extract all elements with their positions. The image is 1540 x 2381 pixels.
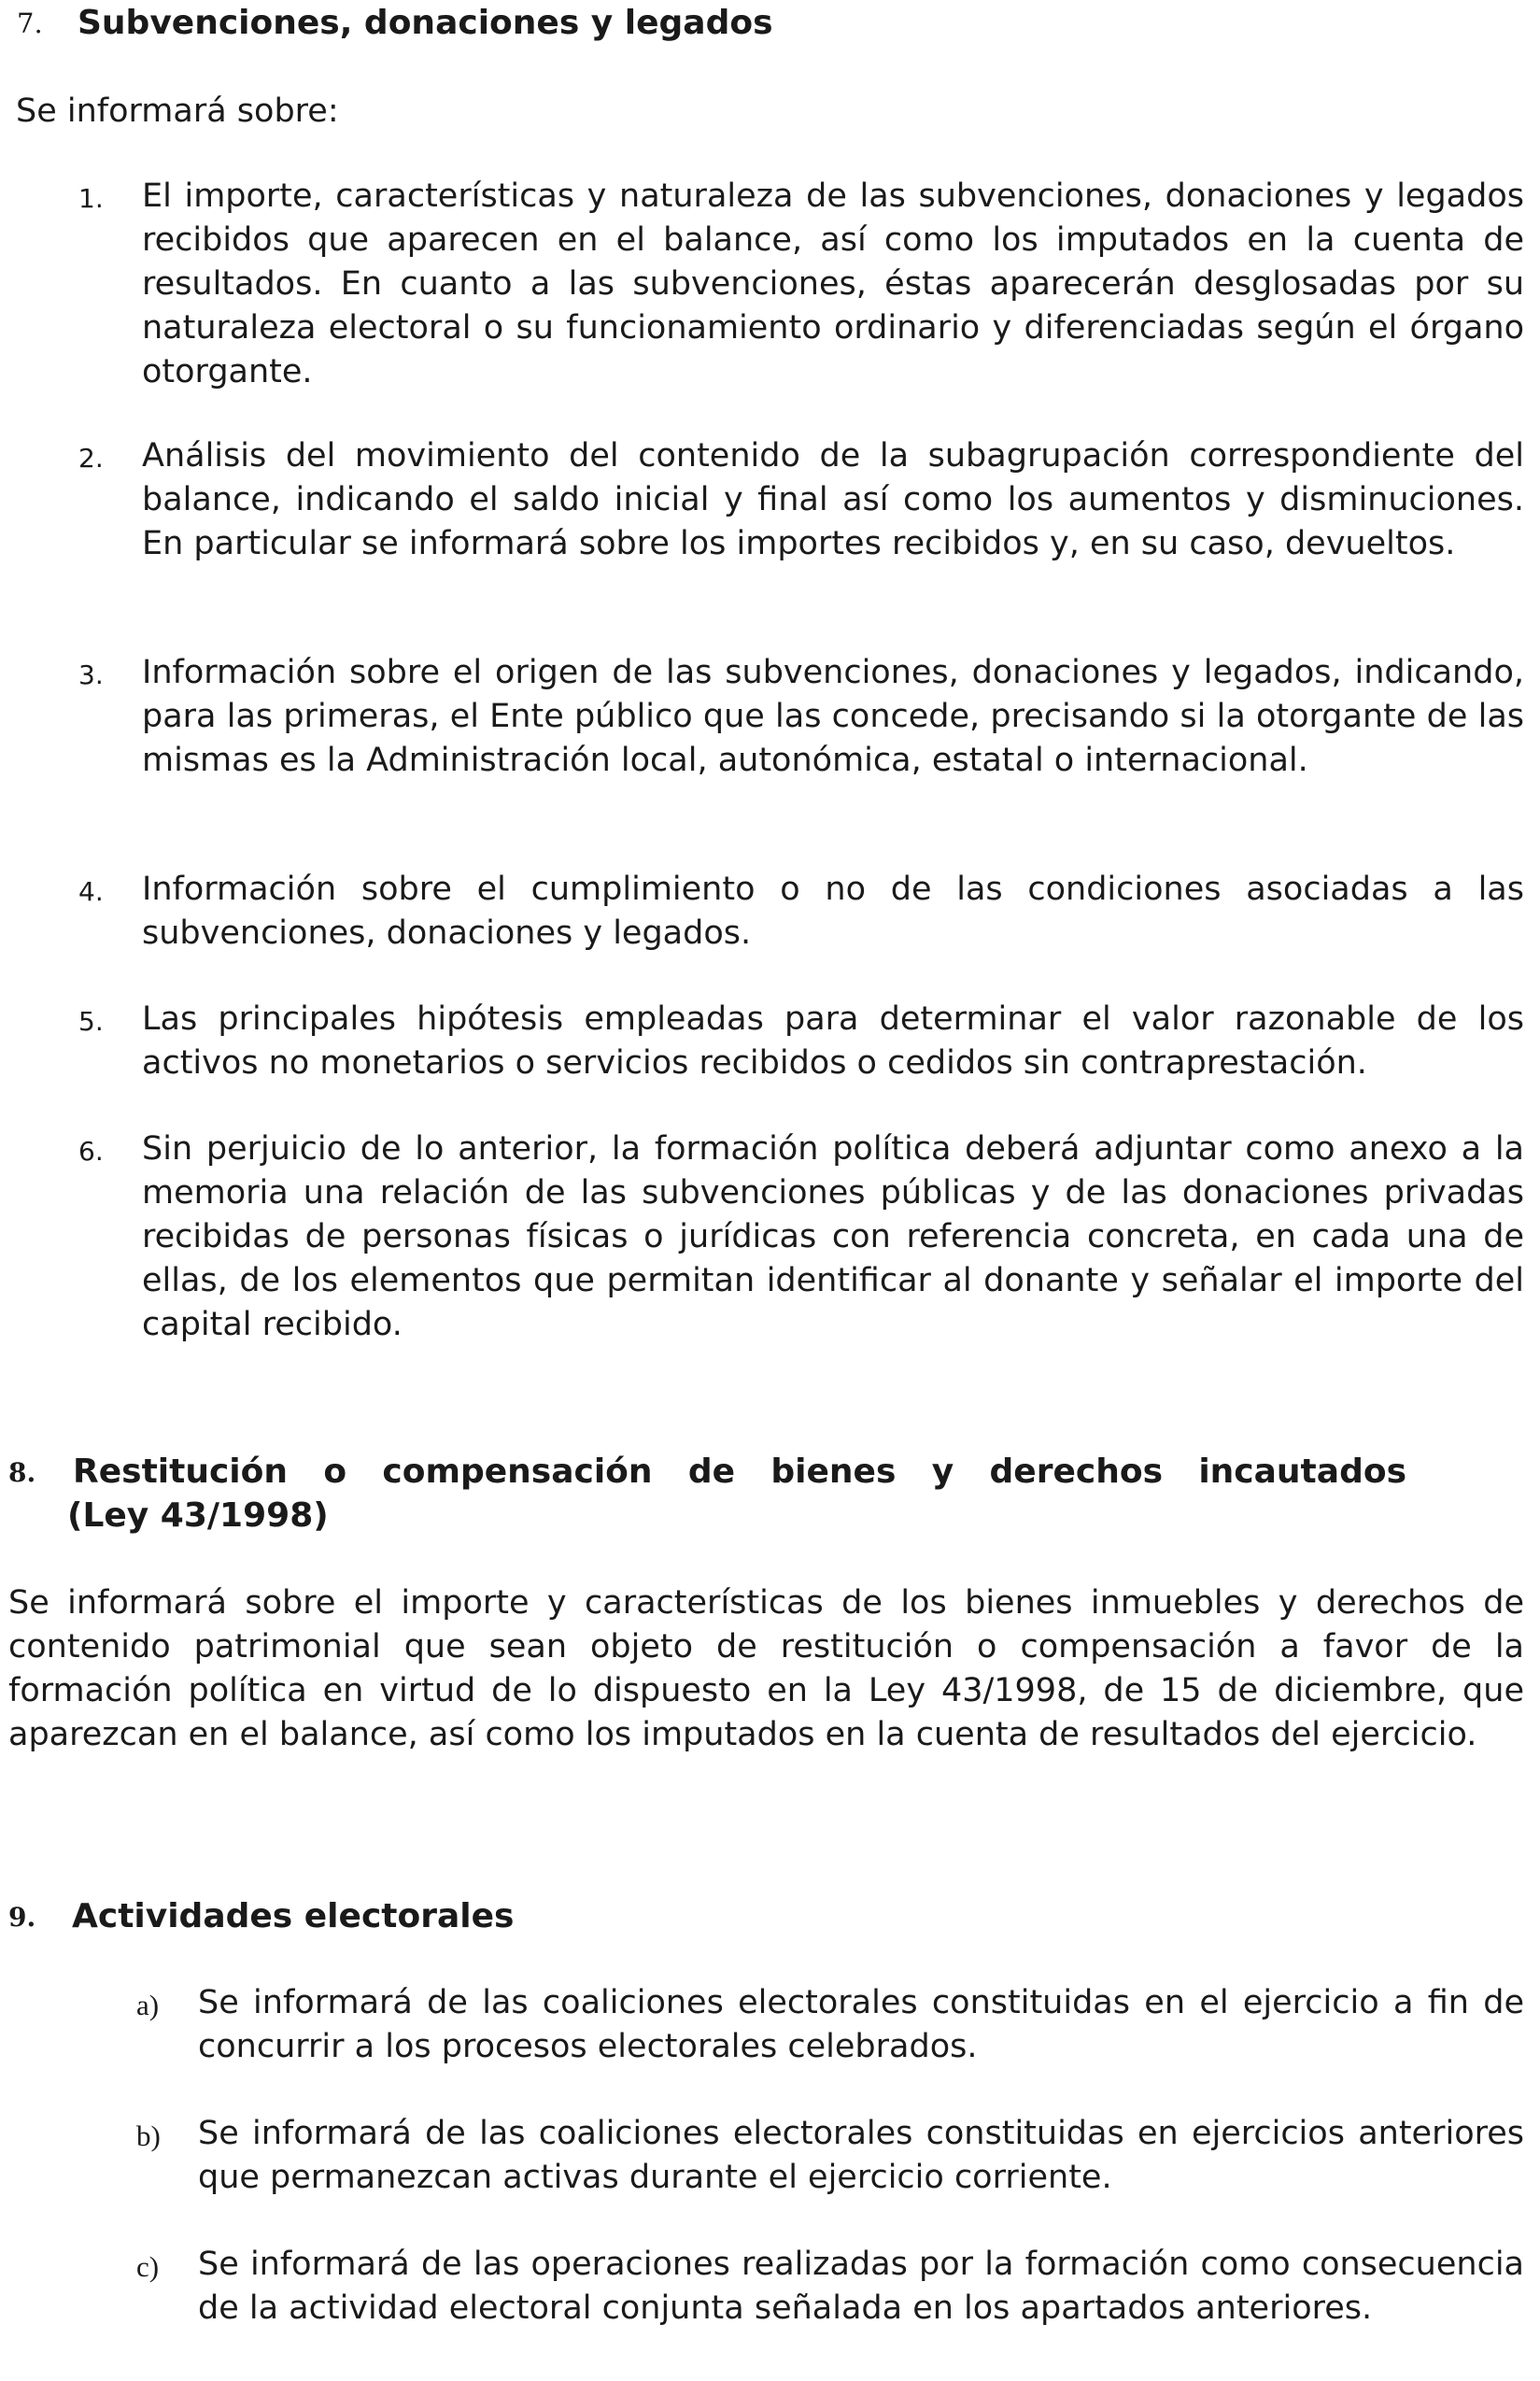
section-8-title-line1: Restitución o compensación de bienes y derechos incautados: [73, 1453, 1406, 1491]
item-7-6-number: 6.: [78, 1136, 104, 1167]
section-8-title-line2: (Ley 43/1998): [67, 1496, 329, 1535]
item-7-4-text: Información sobre el cumplimiento o no de las condiciones asociadas a las subvenciones, donaciones y legados.: [142, 871, 1524, 952]
item-7-3-number: 3.: [78, 659, 104, 690]
section-9-title: Actividades electorales: [72, 1897, 515, 1935]
item-9-c-letter: c): [136, 2250, 160, 2283]
item-9-b-text: Se informará de las coaliciones electorales constituidas en ejercicios anteriores que permanezcan activas durante el ejercicio corriente.: [198, 2115, 1524, 2196]
section-8-text: Se informará sobre el importe y características de los bienes inmuebles y derechos de contenido patrimonial que sean objeto de restitución o compensación a favor de la formación política en virtud de lo dispuesto en la Ley 43/1998, de 15 de diciembre, que aparezcan en el balance, así como los imputados en la cuenta de resultados del ejercicio.: [8, 1584, 1524, 1753]
section-7-intro: Se informará sobre:: [16, 92, 339, 130]
item-7-2-text: Análisis del movimiento del contenido de la subagrupación correspondiente del balance, indicando el saldo inicial y final así como los aumentos y disminuciones. En particular se informará sobre los importes recibidos y, en su caso, devueltos.: [142, 437, 1524, 562]
item-7-2-number: 2.: [78, 443, 104, 474]
item-9-c-text: Se informará de las operaciones realizadas por la formación como consecuencia de la actividad electoral conjunta señalada en los apartados anteriores.: [198, 2246, 1524, 2327]
section-9-number: 9.: [8, 1902, 36, 1933]
item-7-5-number: 5.: [78, 1006, 104, 1037]
item-7-5-text: Las principales hipótesis empleadas para determinar el valor razonable de los activos no monetarios o servicios recibidos o cedidos sin contraprestación.: [142, 1000, 1524, 1082]
item-9-a-letter: a): [136, 1989, 160, 2021]
section-8-number: 8.: [8, 1457, 36, 1488]
item-7-1-number: 1.: [78, 183, 104, 214]
item-7-3-text: Información sobre el origen de las subvenciones, donaciones y legados, indicando, para las primeras, el Ente público que las concede, precisando si la otorgante de las mismas es la Administración local, autonómica, estatal o internacional.: [142, 654, 1524, 779]
section-7-title: Subvenciones, donaciones y legados: [78, 4, 773, 42]
item-7-1-text: El importe, características y naturaleza de las subvenciones, donaciones y legados recibidos que aparecen en el balance, así como los imputados en la cuenta de resultados. En cuanto a las subvenciones, éstas aparecerán desglosadas por su naturaleza electoral o su funcionamiento ordinario y diferenciadas según el órgano otorgante.: [142, 177, 1524, 390]
item-7-4-number: 4.: [78, 876, 104, 907]
section-7-number: 7.: [17, 7, 43, 39]
item-7-6-text: Sin perjuicio de lo anterior, la formación política deberá adjuntar como anexo a la memoria una relación de las subvenciones públicas y de las donaciones privadas recibidas de personas físicas o jurídicas con referencia concreta, en cada una de ellas, de los elementos que permitan identificar al donante y señalar el importe del capital recibido.: [142, 1130, 1524, 1343]
item-9-b-letter: b): [136, 2119, 161, 2152]
item-9-a-text: Se informará de las coaliciones electorales constituidas en el ejercicio a fin de concurrir a los procesos electorales celebrados.: [198, 1984, 1524, 2065]
